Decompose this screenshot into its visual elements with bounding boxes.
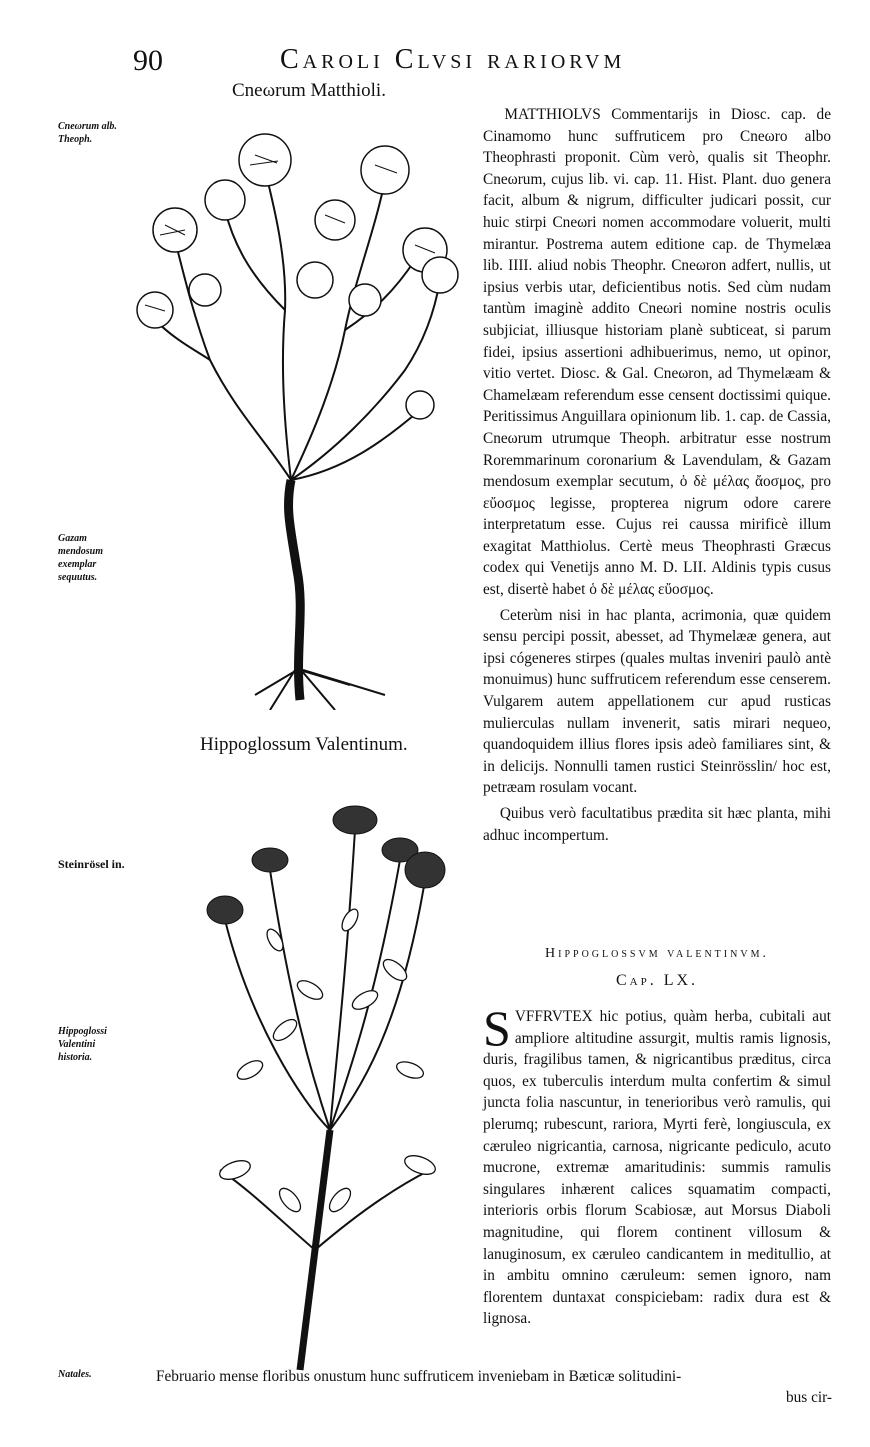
chapter-number: Cap. LX. [615, 972, 699, 989]
body-paragraph: Quibus verò facultatibus prædita sit hæc planta, mihi adhuc incompertum. [483, 805, 831, 844]
figure-caption-hippoglossum: Hippoglossum Valentinum. [200, 734, 408, 755]
body-paragraph: MATTHIOLVS Commentarijs in Diosc. cap. de Cinamomo hunc suffruticem pro Cneωro albo Theophrasti proponit. Cùm verò, qualis sit Theophr. Cneωrum, cujus lib. vi. cap. 11. Hist. Plant. duo genera facit, album & nigrum, difficulter judicari possit, cur huic stirpi Cneωri nomen accommodare voluerit, multi mirantur. Postrema autem editione cap. de Thymelæa lib. IIII. aliud nobis Theophr. Cneωron adfert, nullis, ut ipsius verbis utar, deficientibus notis. Sed cùm nudam tantùm imaginè addito Cneωri nomine nostris oculis subjiciat, illiusque historiam planè subticeat, si parum fidei, ipsius assertioni adhibuerimus, nemo, ut opinor, vitio vertet. Diosc. & Gal. Cneωron, ad Thymelæam & Chamelæam referendum esse censent doctissimi quique. Peritissimus Anguillara opinionum lib. 1. cap. de Cassia, Cneωrum utrumque Theoph. arbitratur esse nostrum Roremmarinum coronarium & Lavendulam, & Gazam mendosum exemplar secutum, ὁ δὲ μέλας ἄοσμος, pro εὔοσμος legisse, propterea nigrum odore carere interpretatum esse. Cujus rei caussa mirificè illum exagitat Matthiolus. Certè meus Theophrasti Græcus codex qui Venetijs anno M. D. LII. Aldinis typis cusus est, disertè habet ὁ δὲ μέλας εὔοσμος. [483, 106, 831, 599]
hippoglossum-woodcut-illustration [190, 770, 470, 1380]
margin-note-gaza: Gazam mendosum exemplar sequutus. [58, 533, 104, 583]
margin-note-cneorum: Cneωrum alb. Theoph. [58, 121, 117, 145]
margin-note-steinrosel: Steinrösel in. [58, 857, 125, 871]
running-head: Caroli Clvsi rariorvm [280, 44, 626, 75]
page-number: 90 [133, 44, 163, 77]
catchword: bus cir- [786, 1389, 832, 1406]
drop-capital: S [483, 1000, 511, 1056]
body-paragraph: Ceterùm nisi in hac planta, acrimonia, quæ quidem sensu percipi possit, abesset, ad Thymelææ genera, aut ipsi cógeneres stirpes (quales multas inveniri paulò antè monuimus) hunc suffruticem referendum esse censerem. Vulgarem autem appellationem cur apud rusticas mulierculas nullam invenerit, satis mirari nequeo, quandoquidem illius flores ipsis adeò familiares sint, & in delicijs. Nonnulli tamen rustici Steinrösslin/ hoc est, petræam rosulam vocant. [483, 606, 831, 797]
footer-text-line: Februario mense floribus onustum hunc suffruticem inveniebam in Bæticæ solitudini- [156, 1368, 682, 1385]
chapter-title: Hippoglossvm valentinvm. [545, 946, 769, 961]
margin-note-hippoglossum: Hippoglossi Valentini historia. [58, 1026, 107, 1063]
margin-note-natales: Natales. [58, 1369, 92, 1380]
chapter-paragraph: VFFRVTEX hic potius, quàm herba, cubitali aut ampliore altitudine assurgit, multis ramis lignosis, duris, fragilibus tamen, & nigricantibus præditus, circa quos, ex tuberculis interdum multa confertim & simul juncta folia nascuntur, in tenerioribus verò ramulis, qui plerumq; rubescunt, rariora, Myrti ferè, longiuscula, ex cæruleo nigricantia, carnosa, nigricante pediculo, acuto mucrone, extremæ amaritudinis: summis ramulis singulares inhærent calices squamatim compacti, interioris orbis florum Scabiosæ, aut Morsus Diaboli magnitudine, qui florem continent villosum & lanuginosum, ex cæruleo candicantem in meditullio, at in ambitu omnino cæruleum: semen ignoro, nam florentem duntaxat conspiciebam: radix dura est & lignosa. [483, 1008, 831, 1328]
figure-caption-cneorum: Cneωrum Matthioli. [232, 80, 386, 101]
chapter-text [483, 1000, 831, 1330]
body-text-column [483, 104, 831, 850]
cneorum-woodcut-illustration [135, 110, 475, 710]
